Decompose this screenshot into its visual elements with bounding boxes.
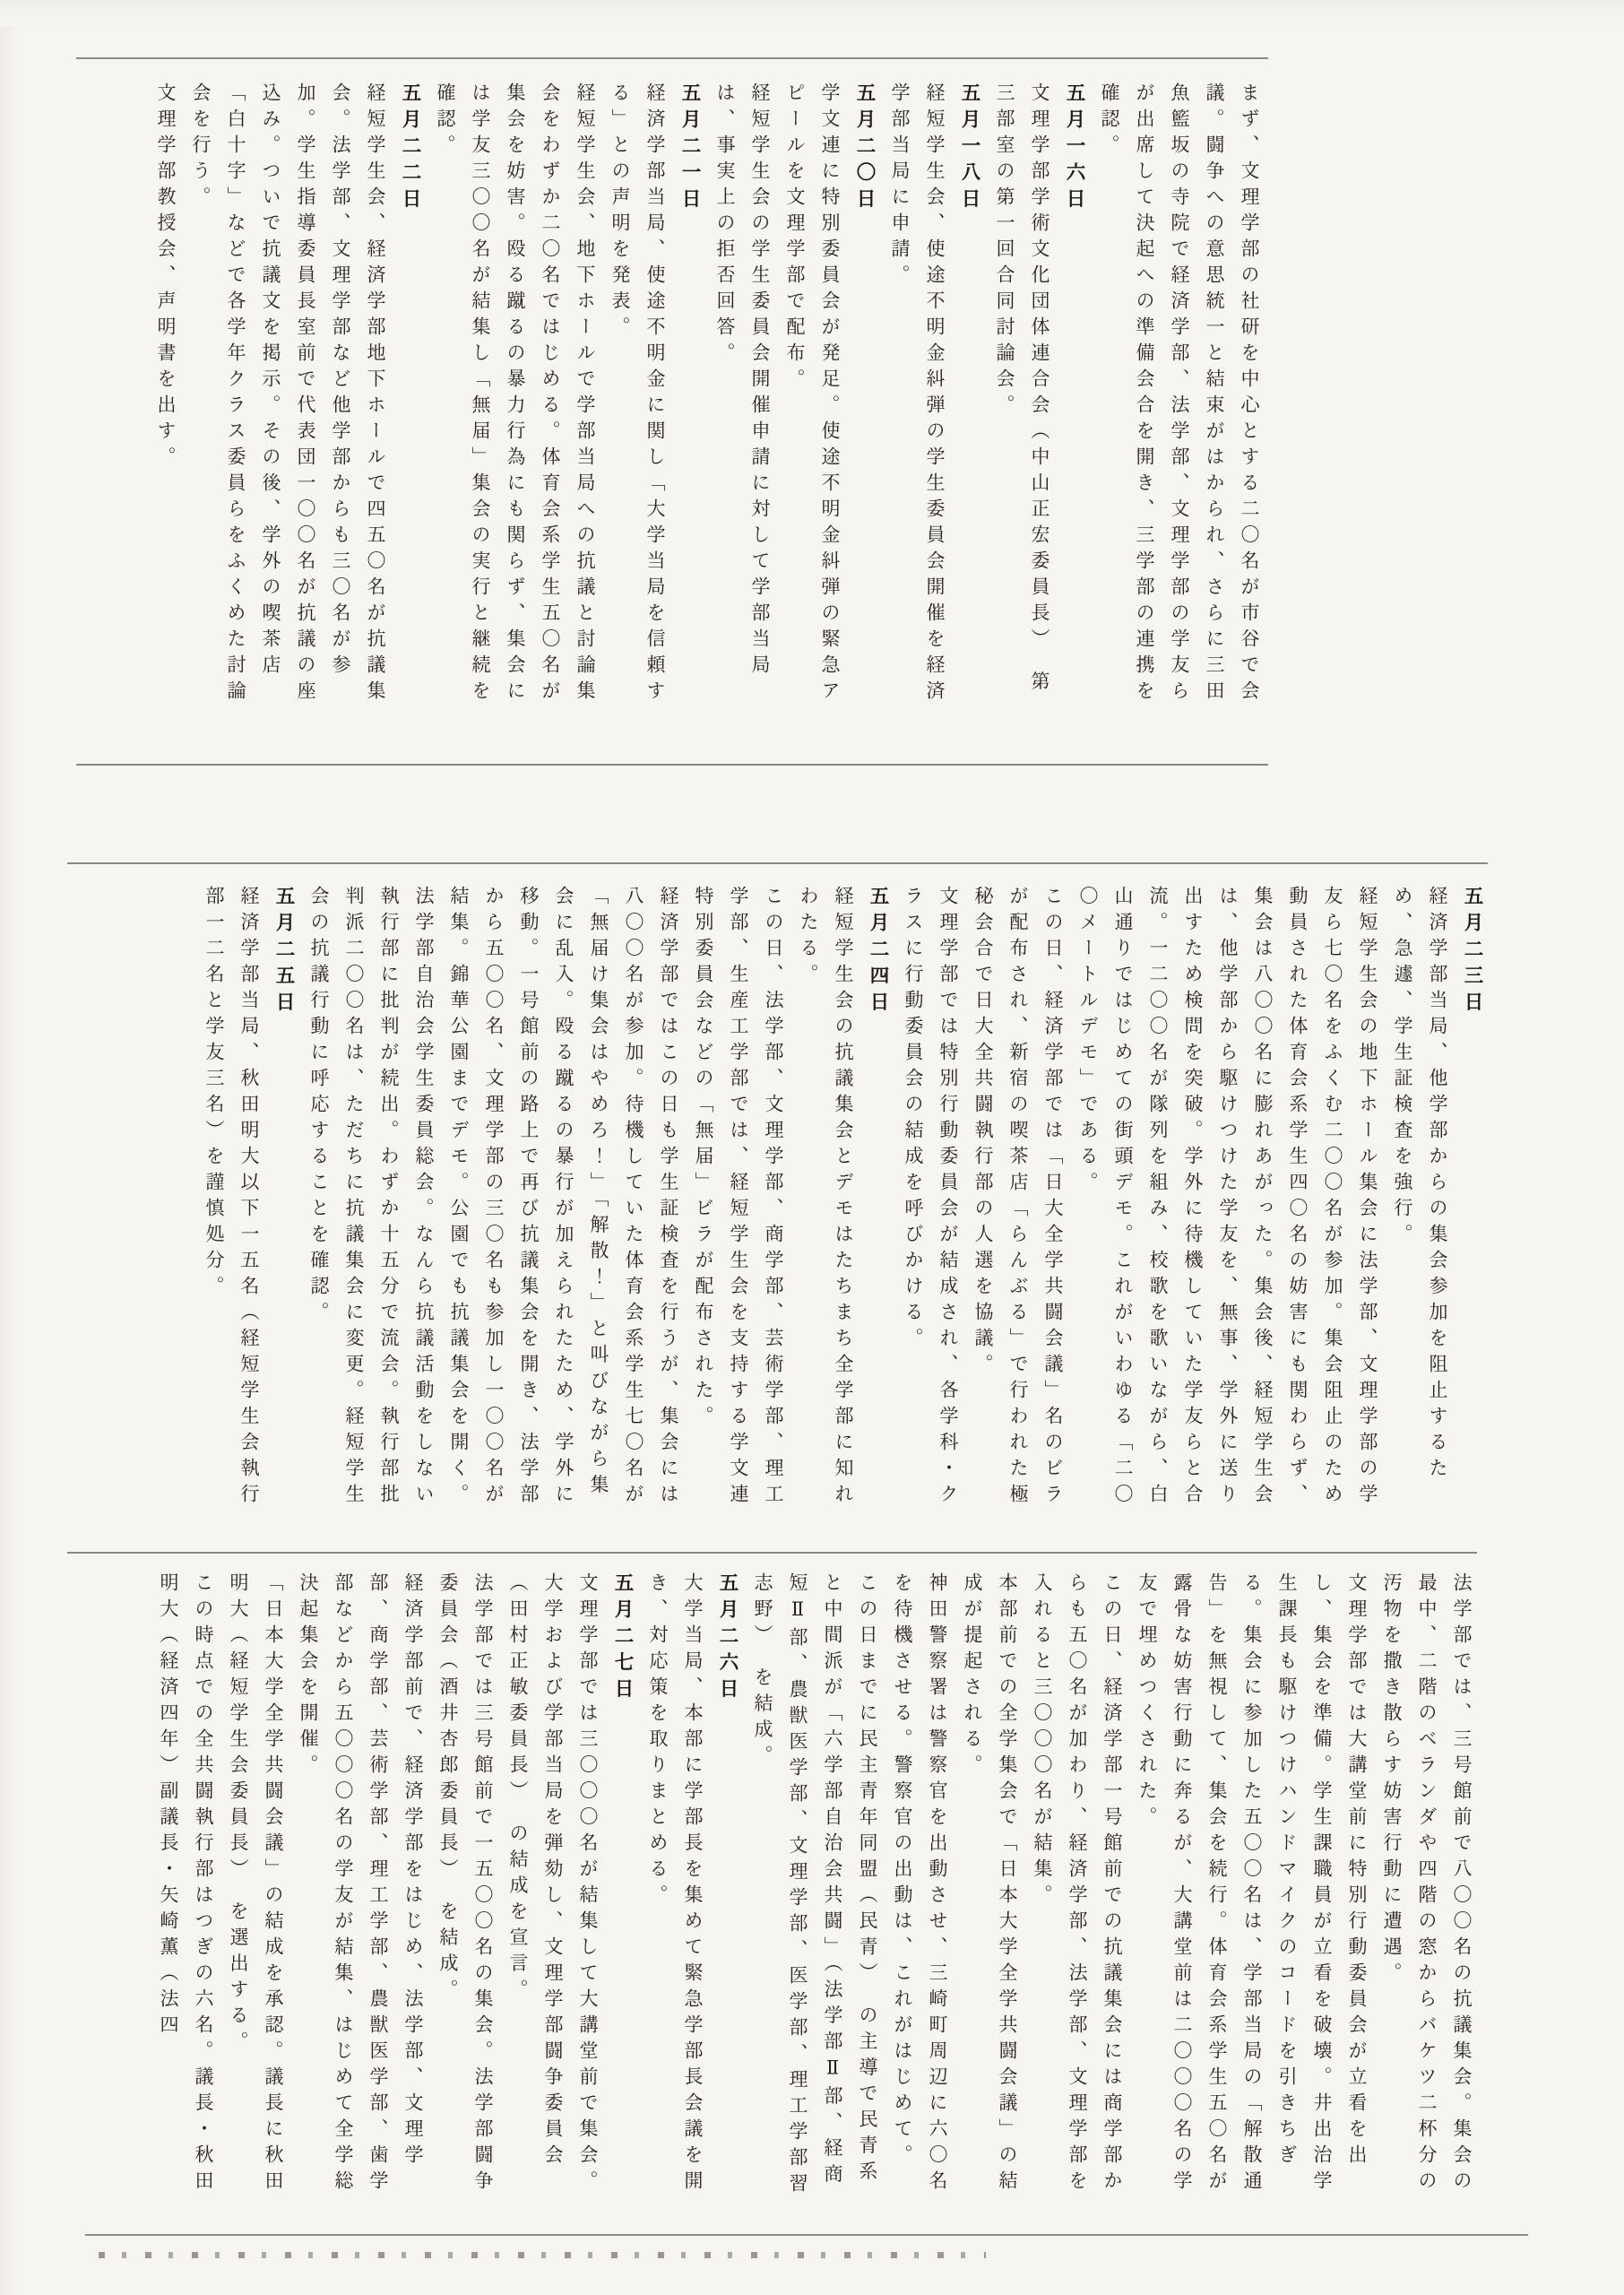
entry-paragraph: この時点での全共闘執行部はつぎの六名。議長・秋田明大（経済四年）副議長・矢崎薫（法四 — [158, 1572, 214, 2196]
date-heading: 五月二二日 — [400, 82, 421, 215]
divider-rule-band1-bottom — [76, 764, 1268, 766]
chronology-band-2 — [56, 886, 1490, 1520]
entry-paragraph: 文理学部では三〇〇〇名が結集して大講堂前で集会。大学および学部当局を弾劾し、文理学部闘争委員会（田村正敏委員長） の結成を宣言。 — [507, 1572, 599, 2196]
entry-paragraph: 経済学部ではこの日も学生証検査を行うが、集会には八〇〇名が参加。待機していた体育会系学生七〇名が「無届け集会はやめろ！」「解散！」と叫びながら集会に乱入。殴る蹴るの暴行が加えられたため、学外に移動。一号館前の路上で再び抗議集会を開き、法学部から五〇〇名、文理学部の三〇名も参加し一〇〇名が結集。錦華公園までデモ。公園でも抗議集会を開く。 — [448, 886, 679, 1510]
entry-paragraph: 「日本大学全学共闘会議」の結成を承認。議長に秋田明大（経短学生会委員長） を選出する。 — [228, 1572, 284, 2196]
entry-paragraph: この日までに民主青年同盟（民青） の主導で民青系と中間派が「六学部自治会共闘」（法学部Ⅱ部、経商短Ⅱ部、農獣医学部、文理学部、医学部、理工学部習志野） を結成。 — [752, 1572, 878, 2199]
entry-paragraph: 大学当局、本部に学部長を集めて緊急学部長会議を開き、対応策を取りまとめる。 — [647, 1572, 704, 2196]
entry-paragraph: 経短学生会、地下ホールで学部当局への抗議と討論集会をわずか二〇名ではじめる。体育会系学生五〇名が集会を妨害。殴る蹴るの暴力行為にも関らず、集会には学友三〇〇名が結集し「無届」集会の実行と継続を確認。 — [435, 82, 596, 706]
entry-paragraph: 文理学部教授会、声明書を出す。 — [155, 82, 177, 472]
date-heading: 五月二三日 — [1462, 886, 1483, 1018]
entry-paragraph: 経済学部当局、他学部からの集会参加を阻止するため、急遽、学生証検査を強行。 — [1392, 886, 1448, 1484]
entry-paragraph: 神田警察署は警察官を出動させ、三崎町周辺に六〇名を待機させる。警察官の出動は、これがはじめて。 — [892, 1572, 948, 2196]
divider-rule-band2-top — [67, 862, 1488, 864]
entry-paragraph: 経短学生会の地下ホール集会に法学部、文理学部の学友ら七〇名をふくむ二〇〇名が参加。集会阻止のため動員された体育会系学生四〇名の妨害にも関わらず、集会は八〇〇名に膨れあがった。集会後、経短学生会は、他学部から駆けつけた学友を、無事、学外に送り出すため検問を突破。学外に待機していた学友らと合流。一二〇〇名が隊列を組み、校歌を歌いながら、白山通りではじめての街頭デモ。これがいわゆる「二〇〇メートルデモ」である。 — [1077, 886, 1378, 1510]
entry-paragraph: 本部前での全学集会で「日本大学全学共闘会議」の結成が提起される。 — [962, 1572, 1018, 2196]
chronology-band-1 — [110, 82, 1266, 708]
divider-rule-band3-top — [67, 1552, 1477, 1554]
entry-paragraph: 経短学生会の抗議集会とデモはたちまち全学部に知れわたる。 — [798, 886, 854, 1510]
date-heading: 五月二六日 — [717, 1572, 739, 1705]
entry-paragraph: この日、法学部、文理学部、商学部、芸術学部、理工学部、生産工学部では、経短学生会を支持する学文連特別委員会などの「無届」ビラが配布された。 — [693, 886, 784, 1510]
date-heading: 五月一六日 — [1064, 82, 1085, 215]
chronology-band-3 — [63, 1572, 1479, 2207]
entry-paragraph: この日、経済学部では「日大全学共闘会議」名のビラが配布され、新宿の喫茶店「らんぶる」で行われた極秘会合で日大全共闘執行部の人選を協議。 — [972, 886, 1064, 1510]
cut-off-text-fragments — [99, 2252, 986, 2258]
entry-paragraph: 経短学生会の学生委員会開催申請に対して学部当局は、事実上の拒否回答。 — [714, 82, 771, 680]
entry-paragraph: 文理学部では大講堂前に特別行動委員会が立看を出し、集会を準備。学生課職員が立看を破壊。井出治学生課長も駆けつけハンドマイクのコードを引きちぎる。集会に参加した五〇〇名は、学部当局の「解散通告」を無視して、集会を続行。体育会系学生五〇名が露骨な妨害行動に奔るが、大講堂前は二〇〇〇名の学友で埋めつくされた。 — [1136, 1572, 1368, 2196]
entry-paragraph: 経済学部当局、秋田明大以下一五名（経短学生会執行部一二名と学友三名）を謹慎処分。 — [203, 886, 260, 1510]
entry-paragraph: 文理学部学術文化団体連合会（中山正宏委員長） 第三部室の第一回合同討論会。 — [994, 82, 1050, 697]
entry-paragraph: 経短学生会、経済学部地下ホールで四五〇名が抗議集会。法学部、文理学部など他学部からも三〇名が参加。学生指導委員長室前で代表団一〇〇名が抗議の座込み。ついで抗議文を掲示。その後、学外の喫茶店「白十字」などで各学年クラス委員らをふくめた討論会を行う。 — [190, 82, 386, 706]
date-heading: 五月二五日 — [273, 886, 295, 1018]
entry-paragraph: 文理学部では特別行動委員会が結成され、各学科・クラスに行動委員会の結成を呼びかける。 — [903, 886, 959, 1510]
entry-paragraph: 学文連に特別委員会が発足。使途不明金糾弾の緊急アピールを文理学部で配布。 — [784, 82, 841, 706]
entry-paragraph: この日、経済学部一号館前での抗議集会には商学部からも五〇名が加わり、経済学部、法学部、文理学部を入れると三〇〇〇名が結集。 — [1032, 1572, 1123, 2196]
entry-paragraph: 経短学生会、使途不明金糾弾の学生委員会開催を経済学部当局に申請。 — [889, 82, 946, 706]
date-heading: 五月二四日 — [868, 886, 889, 1018]
date-heading: 五月二一日 — [679, 82, 701, 215]
date-heading: 五月一八日 — [959, 82, 980, 215]
divider-rule-top — [76, 57, 1268, 59]
entry-paragraph: 経済学部当局、使途不明金に関し「大学当局を信頼する」との声明を発表。 — [609, 82, 666, 706]
entry-paragraph: 法学部では三号館前で一五〇〇名の集会。法学部闘争委員会（酒井杏郎委員長） を結成。 — [437, 1572, 494, 2196]
divider-rule-footer — [85, 2234, 1528, 2236]
entry-paragraph: 法学部自治会学生委員総会。なんら抗議活動をしない執行部に批判が続出。わずか十五分で流会。執行部批判派二〇〇名は、ただちに抗議集会に変更。経短学生会の抗議行動に呼応することを確認。 — [308, 886, 435, 1510]
date-heading: 五月二七日 — [612, 1572, 634, 1705]
date-heading: 五月二〇日 — [854, 82, 876, 215]
entry-paragraph: まず、文理学部の社研を中心とする二〇名が市谷で会議。闘争への意思統一と結束がはかられ、さらに三田魚籃坂の寺院で経済学部、法学部、文理学部の学友らが出席して決起への準備会合を開き、三学部の連携を確認。 — [1099, 82, 1260, 706]
entry-paragraph: 法学部では、三号館前で八〇〇名の抗議集会。集会の最中、二階のベランダや四階の窓からバケツ二杯分の汚物を撒き散らす妨害行動に遭遇。 — [1381, 1572, 1473, 2196]
entry-paragraph: 経済学部前で、経済学部をはじめ、法学部、文理学部、商学部、芸術学部、理工学部、農獣医学部、歯学部などから五〇〇〇名の学友が結集、はじめて全学総決起集会を開催。 — [298, 1572, 424, 2196]
